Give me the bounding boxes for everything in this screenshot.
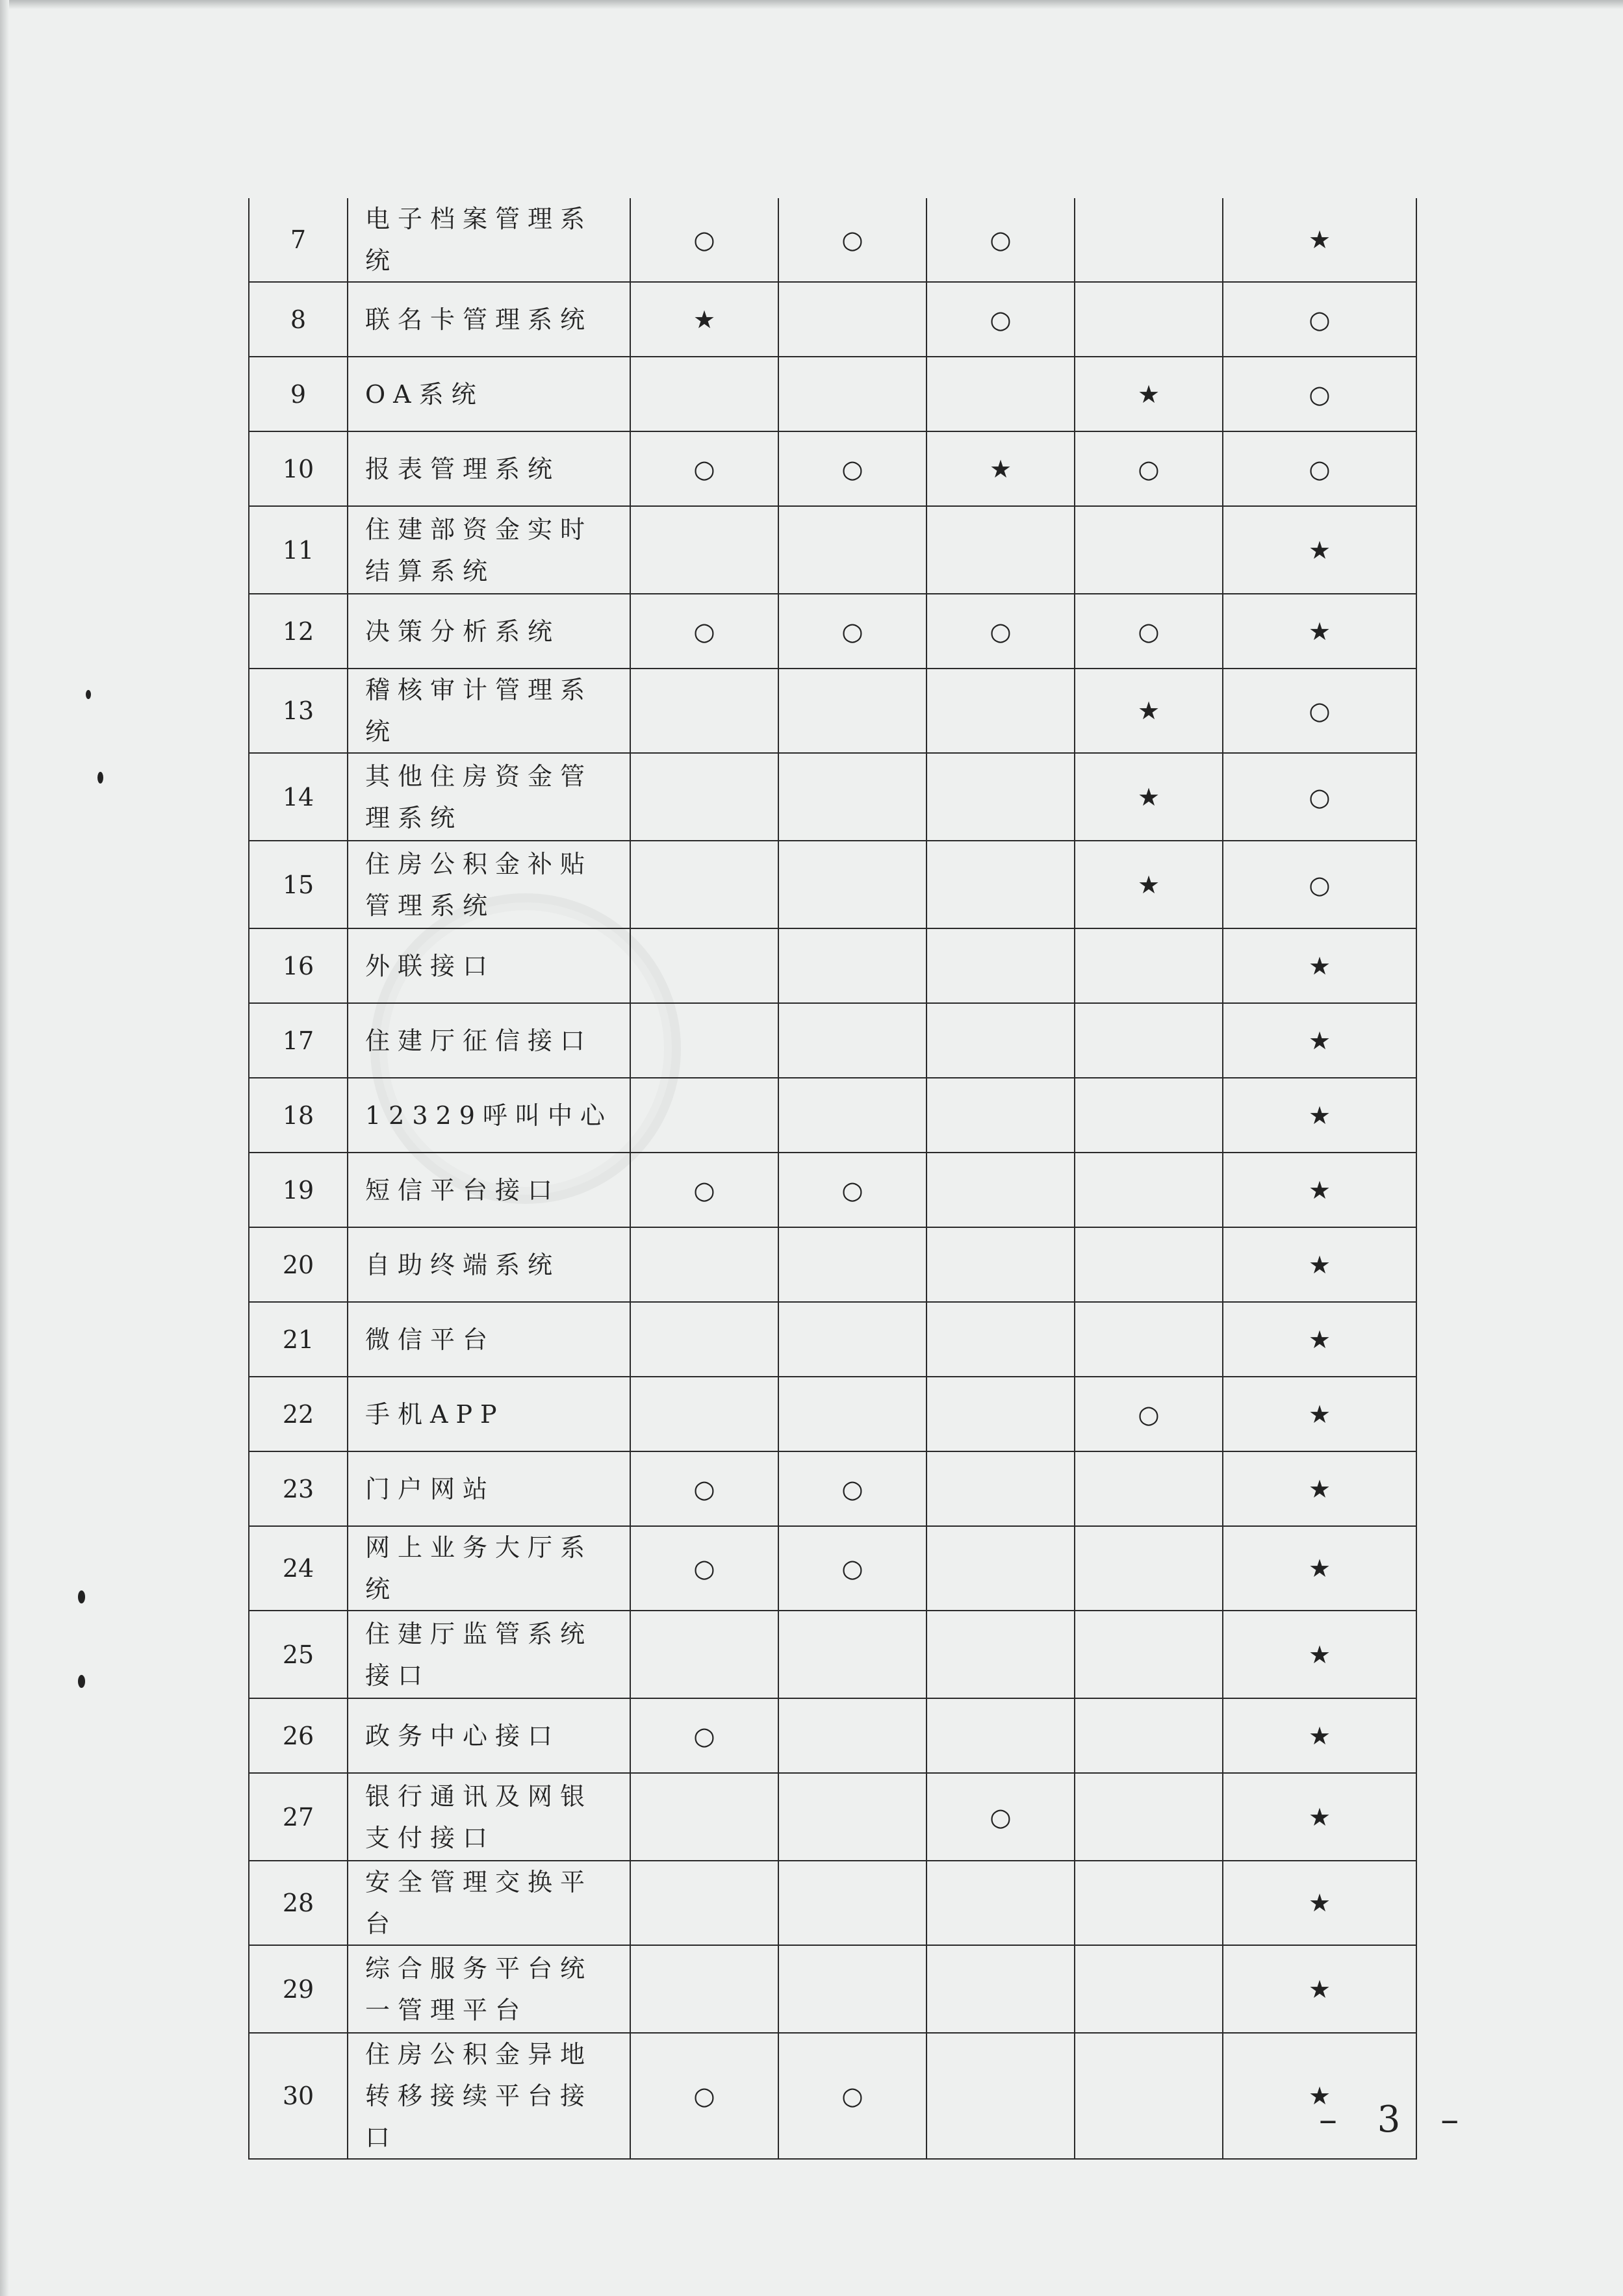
table-row: [249, 1945, 1416, 2033]
mark-cell: ★: [1223, 506, 1416, 594]
mark-cell: [927, 669, 1075, 753]
mark-cell: [778, 928, 927, 1003]
system-name: 住建厅征信接口: [348, 1003, 630, 1078]
mark-cell: [1075, 1945, 1223, 2033]
mark-cell: [1075, 2033, 1223, 2159]
row-number: 30: [249, 2033, 348, 2159]
system-name: 其他住房资金管理系统: [348, 753, 630, 841]
mark-cell: ○: [1223, 841, 1416, 928]
mark-cell: ★: [630, 282, 778, 357]
mark-cell: [778, 357, 927, 431]
row-number: 8: [249, 282, 348, 357]
mark-cell: ○: [927, 198, 1075, 282]
row-number: 26: [249, 1698, 348, 1773]
mark-cell: [778, 1945, 927, 2033]
mark-cell: [778, 1227, 927, 1302]
mark-cell: [1075, 1861, 1223, 1945]
mark-cell: [778, 1078, 927, 1153]
mark-cell: [1075, 1773, 1223, 1861]
system-name: 网上业务大厅系统: [348, 1526, 630, 1611]
system-name: 住房公积金异地转移接续平台接口: [348, 2033, 630, 2159]
mark-cell: [778, 282, 927, 357]
mark-cell: ★: [1223, 1773, 1416, 1861]
table-row: [249, 669, 1416, 753]
row-number: 24: [249, 1526, 348, 1611]
mark-cell: [630, 1377, 778, 1451]
mark-cell: ○: [1223, 282, 1416, 357]
row-number: 25: [249, 1611, 348, 1698]
mark-cell: [1075, 1003, 1223, 1078]
mark-cell: ○: [630, 594, 778, 669]
table-row: [249, 1377, 1416, 1451]
system-name: 综合服务平台统一管理平台: [348, 1945, 630, 2033]
mark-cell: [1075, 1227, 1223, 1302]
mark-cell: ○: [1223, 753, 1416, 841]
mark-cell: [927, 1698, 1075, 1773]
row-number: 28: [249, 1861, 348, 1945]
mark-cell: ★: [927, 431, 1075, 506]
mark-cell: [630, 506, 778, 594]
mark-cell: ○: [630, 198, 778, 282]
mark-cell: [778, 1861, 927, 1945]
mark-cell: ★: [1223, 594, 1416, 669]
mark-cell: ★: [1075, 753, 1223, 841]
row-number: 13: [249, 669, 348, 753]
system-name: 安全管理交换平台: [348, 1861, 630, 1945]
mark-cell: [630, 1078, 778, 1153]
mark-cell: [927, 1003, 1075, 1078]
row-number: 17: [249, 1003, 348, 1078]
mark-cell: [778, 1773, 927, 1861]
mark-cell: ★: [1075, 841, 1223, 928]
table-row: [249, 753, 1416, 841]
mark-cell: [1075, 506, 1223, 594]
binding-hole-mark: [78, 1675, 85, 1688]
system-name: 住建部资金实时结算系统: [348, 506, 630, 594]
mark-cell: [778, 1003, 927, 1078]
row-number: 7: [249, 198, 348, 282]
mark-cell: ★: [1223, 1227, 1416, 1302]
mark-cell: [927, 1861, 1075, 1945]
system-name: 住建厅监管系统接口: [348, 1611, 630, 1698]
system-name: 银行通讯及网银支付接口: [348, 1773, 630, 1861]
mark-cell: [630, 357, 778, 431]
table-row: [249, 198, 1416, 282]
system-name: 门户网站: [348, 1451, 630, 1526]
mark-cell: [927, 1153, 1075, 1227]
table-row: [249, 1451, 1416, 1526]
mark-cell: [927, 841, 1075, 928]
mark-cell: ○: [630, 1698, 778, 1773]
mark-cell: ○: [927, 282, 1075, 357]
system-name: 自助终端系统: [348, 1227, 630, 1302]
mark-cell: [630, 1227, 778, 1302]
mark-cell: ○: [778, 198, 927, 282]
table-row: [249, 1861, 1416, 1945]
mark-cell: [1075, 1153, 1223, 1227]
system-name: 决策分析系统: [348, 594, 630, 669]
system-name: 12329呼叫中心: [348, 1078, 630, 1153]
row-number: 23: [249, 1451, 348, 1526]
mark-cell: [1075, 282, 1223, 357]
mark-cell: ○: [778, 2033, 927, 2159]
mark-cell: ★: [1075, 669, 1223, 753]
system-name: 住房公积金补贴管理系统: [348, 841, 630, 928]
row-number: 27: [249, 1773, 348, 1861]
system-name: 外联接口: [348, 928, 630, 1003]
mark-cell: [927, 1526, 1075, 1611]
mark-cell: ○: [630, 1526, 778, 1611]
row-number: 11: [249, 506, 348, 594]
mark-cell: [927, 1451, 1075, 1526]
binding-hole-mark: [78, 1590, 85, 1603]
table-row: [249, 282, 1416, 357]
mark-cell: ★: [1223, 1698, 1416, 1773]
mark-cell: ★: [1223, 1526, 1416, 1611]
mark-cell: ★: [1223, 1861, 1416, 1945]
mark-cell: [927, 357, 1075, 431]
mark-cell: [778, 1611, 927, 1698]
table-row: [249, 594, 1416, 669]
row-number: 15: [249, 841, 348, 928]
table-row: [249, 506, 1416, 594]
row-number: 10: [249, 431, 348, 506]
scan-edge-top: [0, 0, 1623, 9]
mark-cell: ○: [1075, 594, 1223, 669]
table-row: [249, 357, 1416, 431]
table-row: [249, 1153, 1416, 1227]
mark-cell: [630, 928, 778, 1003]
system-name: OA系统: [348, 357, 630, 431]
table-row: [249, 1698, 1416, 1773]
mark-cell: [778, 669, 927, 753]
mark-cell: [778, 1698, 927, 1773]
mark-cell: [1075, 1526, 1223, 1611]
mark-cell: [630, 1945, 778, 2033]
mark-cell: ★: [1223, 198, 1416, 282]
mark-cell: ★: [1075, 357, 1223, 431]
mark-cell: ○: [778, 1451, 927, 1526]
mark-cell: ★: [1223, 2033, 1416, 2159]
scan-edge-left: [0, 0, 9, 2296]
mark-cell: ★: [1223, 1003, 1416, 1078]
row-number: 18: [249, 1078, 348, 1153]
table-row: [249, 1526, 1416, 1611]
mark-cell: [630, 1003, 778, 1078]
mark-cell: [927, 2033, 1075, 2159]
table-row: [249, 1773, 1416, 1861]
mark-cell: ○: [927, 1773, 1075, 1861]
system-name: 微信平台: [348, 1302, 630, 1377]
mark-cell: [1075, 1078, 1223, 1153]
table-row: [249, 1611, 1416, 1698]
mark-cell: [927, 1227, 1075, 1302]
table-row: [249, 841, 1416, 928]
mark-cell: [927, 506, 1075, 594]
mark-cell: [1075, 1611, 1223, 1698]
row-number: 21: [249, 1302, 348, 1377]
mark-cell: [778, 506, 927, 594]
mark-cell: [630, 1773, 778, 1861]
table-row: [249, 1227, 1416, 1302]
binding-hole-mark: [86, 690, 91, 699]
binding-hole-mark: [97, 772, 103, 784]
mark-cell: ○: [927, 594, 1075, 669]
mark-cell: [927, 753, 1075, 841]
mark-cell: ○: [778, 594, 927, 669]
mark-cell: ★: [1223, 1153, 1416, 1227]
mark-cell: ★: [1223, 1377, 1416, 1451]
row-number: 20: [249, 1227, 348, 1302]
mark-cell: [927, 1945, 1075, 2033]
mark-cell: ○: [1075, 431, 1223, 506]
page-number: – 3 –: [1319, 2098, 1474, 2141]
mark-cell: [630, 841, 778, 928]
mark-cell: ○: [1223, 669, 1416, 753]
mark-cell: ○: [630, 1153, 778, 1227]
systems-table: [248, 198, 1417, 2160]
mark-cell: [927, 1302, 1075, 1377]
mark-cell: ○: [630, 1451, 778, 1526]
mark-cell: ○: [630, 431, 778, 506]
table-row: [249, 2033, 1416, 2159]
mark-cell: [778, 1377, 927, 1451]
system-name: 稽核审计管理系统: [348, 669, 630, 753]
mark-cell: [1075, 928, 1223, 1003]
mark-cell: [1075, 1302, 1223, 1377]
mark-cell: ○: [630, 2033, 778, 2159]
system-name: 政务中心接口: [348, 1698, 630, 1773]
mark-cell: [630, 753, 778, 841]
mark-cell: ★: [1223, 1302, 1416, 1377]
mark-cell: ○: [1223, 431, 1416, 506]
mark-cell: [927, 1377, 1075, 1451]
mark-cell: ○: [778, 1153, 927, 1227]
mark-cell: ○: [778, 1526, 927, 1611]
mark-cell: ★: [1223, 1078, 1416, 1153]
row-number: 12: [249, 594, 348, 669]
mark-cell: [927, 1611, 1075, 1698]
row-number: 29: [249, 1945, 348, 2033]
mark-cell: ★: [1223, 1611, 1416, 1698]
mark-cell: ★: [1223, 1451, 1416, 1526]
table-row: [249, 431, 1416, 506]
row-number: 19: [249, 1153, 348, 1227]
mark-cell: [778, 841, 927, 928]
row-number: 22: [249, 1377, 348, 1451]
mark-cell: [778, 753, 927, 841]
system-name: 短信平台接口: [348, 1153, 630, 1227]
table-row: [249, 1302, 1416, 1377]
mark-cell: [778, 1302, 927, 1377]
row-number: 16: [249, 928, 348, 1003]
mark-cell: [1075, 1451, 1223, 1526]
mark-cell: ○: [1075, 1377, 1223, 1451]
table-row: [249, 928, 1416, 1003]
system-name: 报表管理系统: [348, 431, 630, 506]
mark-cell: [927, 928, 1075, 1003]
table-row: [249, 1078, 1416, 1153]
mark-cell: ○: [778, 431, 927, 506]
mark-cell: ★: [1223, 928, 1416, 1003]
mark-cell: ★: [1223, 1945, 1416, 2033]
mark-cell: [1075, 1698, 1223, 1773]
row-number: 9: [249, 357, 348, 431]
row-number: 14: [249, 753, 348, 841]
table-row: [249, 1003, 1416, 1078]
system-name: 联名卡管理系统: [348, 282, 630, 357]
mark-cell: [630, 669, 778, 753]
mark-cell: [630, 1611, 778, 1698]
mark-cell: [1075, 198, 1223, 282]
mark-cell: [630, 1302, 778, 1377]
system-name: 手机APP: [348, 1377, 630, 1451]
system-name: 电子档案管理系统: [348, 198, 630, 282]
mark-cell: [630, 1861, 778, 1945]
mark-cell: [927, 1078, 1075, 1153]
mark-cell: ○: [1223, 357, 1416, 431]
